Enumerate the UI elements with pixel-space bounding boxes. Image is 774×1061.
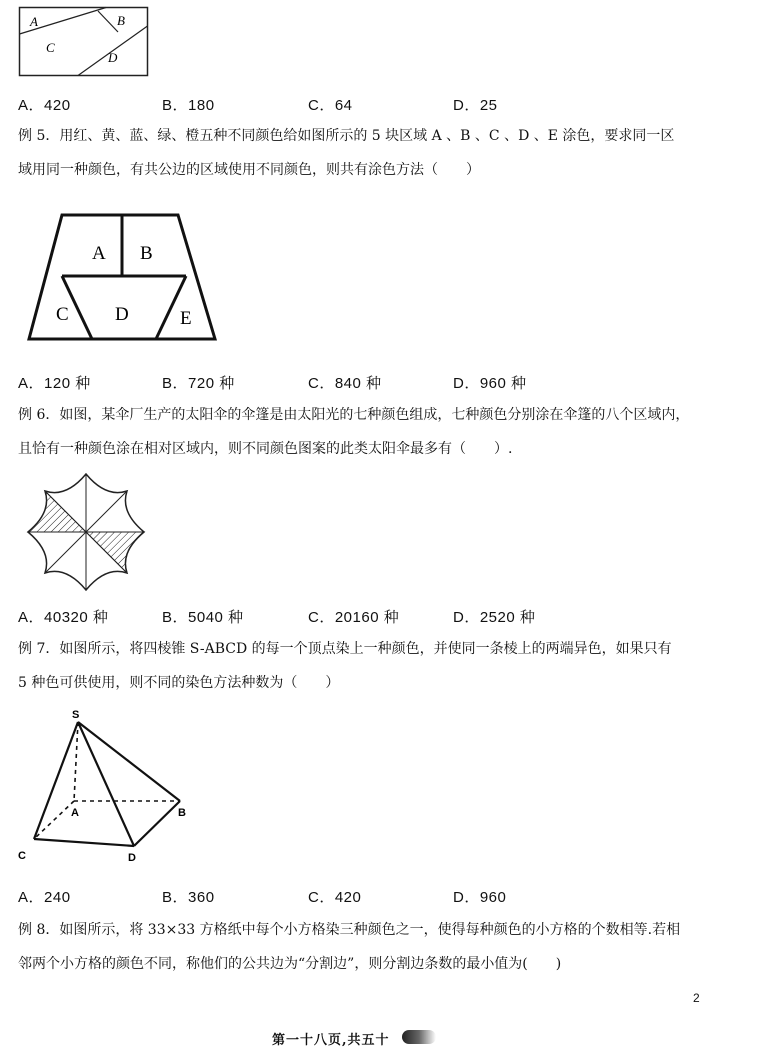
page-footer: 第一十八页,共五十 (272, 1033, 390, 1048)
pyramid-s-abcd-figure (14, 706, 194, 864)
figure2-label-e: E (180, 308, 192, 329)
q6-option-d: D．2520 种 (453, 609, 536, 626)
q6-text-line1: 例 6．如图，某伞厂生产的太阳伞的伞篷是由太阳光的七种颜色组成，七种颜色分别涂在伞篷的八个区域内， (18, 407, 690, 423)
figure2-label-a: A (92, 243, 106, 264)
figure1-label-b: B (117, 13, 125, 28)
figure4-label-b: B (178, 807, 186, 819)
page-number: 2 (693, 991, 700, 1005)
q5-option-a: A．120 种 (18, 375, 91, 392)
q5-option-b: B．720 种 (162, 375, 235, 392)
q7-text-line1: 例 7．如图所示，将四棱锥 S-ABCD 的每一个顶点染上一种颜色，并使同一条棱上的两端异色，如果只有 (18, 641, 672, 657)
q5-text-line2: 域用同一种颜色，有共公边的区域使用不同颜色，则共有涂色方法（ ） (18, 162, 480, 178)
footer-smudge (402, 1030, 436, 1044)
trapezoid-region-figure (26, 212, 218, 342)
figure1-label-a: A (30, 14, 38, 29)
umbrella-canopy-figure (24, 470, 148, 594)
region-figure-abcd (18, 6, 150, 78)
q8-text-line2: 邻两个小方格的颜色不同，称他们的公共边为“分割边”，则分割边条数的最小值为( ) (18, 956, 562, 972)
figure4-label-c: C (18, 850, 26, 862)
q4-option-a: A．420 (18, 97, 71, 114)
q7-option-b: B．360 (162, 889, 215, 906)
q6-option-c: C．20160 种 (308, 609, 400, 626)
q4-option-d: D．25 (453, 97, 498, 114)
q7-option-a: A．240 (18, 889, 71, 906)
q7-option-c: C．420 (308, 889, 362, 906)
q6-option-a: A．40320 种 (18, 609, 109, 626)
q7-option-d: D．960 (453, 889, 507, 906)
figure4-label-d: D (128, 852, 136, 864)
figure2-label-b: B (140, 243, 153, 264)
figure2-label-c: C (56, 304, 69, 325)
q4-option-b: B．180 (162, 97, 215, 114)
q5-option-c: C．840 种 (308, 375, 382, 392)
figure4-label-a: A (71, 807, 79, 819)
figure2-label-d: D (115, 304, 129, 325)
q6-text-line2: 且恰有一种颜色涂在相对区域内，则不同颜色图案的此类太阳伞最多有（ ）. (18, 441, 513, 457)
q8-text-line1: 例 8．如图所示，将 33×33 方格纸中每个小方格染三种颜色之一，使得每种颜色的小方格的个数相等.若相 (18, 922, 681, 938)
figure1-label-c: C (46, 40, 55, 55)
figure4-label-s: S (72, 709, 80, 721)
q7-text-line2: 5 种色可供使用，则不同的染色方法种数为（ ） (18, 675, 340, 691)
q4-option-c: C．64 (308, 97, 353, 114)
q5-text-line1: 例 5．用红、黄、蓝、绿、橙五种不同颜色给如图所示的 5 块区域 A 、B 、C 、D 、E 涂色，要求同一区 (18, 128, 675, 144)
q5-option-d: D．960 种 (453, 375, 527, 392)
figure1-label-d: D (108, 50, 118, 65)
q6-option-b: B．5040 种 (162, 609, 244, 626)
